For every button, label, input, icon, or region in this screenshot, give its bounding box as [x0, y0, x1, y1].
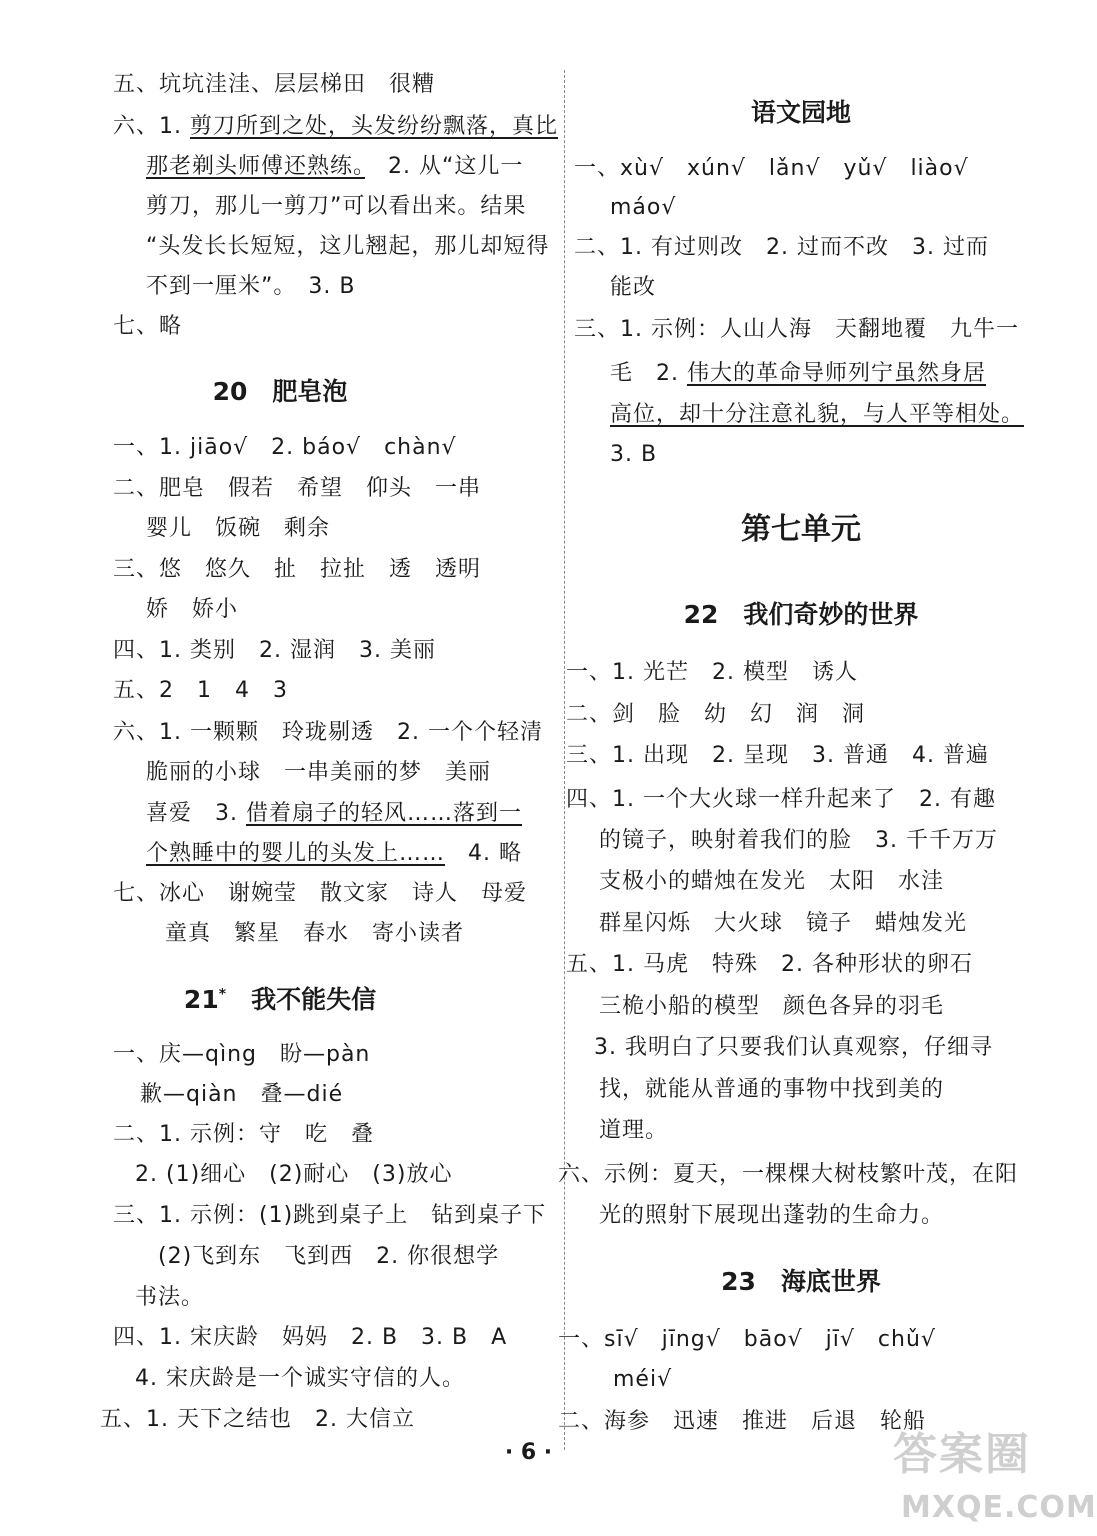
lesson-title-23: 23 海底世界 [721, 1267, 881, 1296]
underlined-text: 高位，却十分注意礼貌，与人平等相处。 [610, 402, 1025, 427]
answer-line: “头发长长短短，这儿翘起，那儿却短得 [146, 234, 550, 259]
answer-line [146, 799, 522, 829]
unit-title: 第七单元 [741, 512, 861, 547]
answer-line: 一、sī√ jīng√ bāo√ jī√ chǔ√ [558, 1327, 936, 1352]
answer-line: 的镜子，映射着我们的脸 3. 千千万万 [599, 828, 998, 853]
answer-line: 支极小的蜡烛在发光 太阳 水洼 [599, 869, 945, 894]
line-rest: 2. 从“这儿一 [365, 154, 524, 179]
answer-line: 六、1. 一颗颗 玲珑剔透 2. 一个个轻清 [113, 720, 543, 745]
answer-line: 道理。 [599, 1118, 669, 1143]
answer-line: 一、1. 光芒 2. 模型 诱人 [566, 660, 858, 685]
lesson-title-22: 22 我们奇妙的世界 [683, 600, 919, 629]
lesson-name: 我不能失信 [251, 985, 377, 1014]
watermark-logo [893, 1418, 1097, 1528]
answer-line [113, 112, 558, 142]
watermark-text: 答案圈 [893, 1429, 1031, 1480]
answer-line: 五、1. 马虎 特殊 2. 各种形状的卵石 [566, 952, 973, 977]
lesson-title-20: 20 肥皂泡 [212, 377, 348, 406]
answer-line: 四、1. 类别 2. 湿润 3. 美丽 [113, 638, 436, 663]
answer-line: 二、1. 有过则改 2. 过而不改 3. 过而 [574, 235, 989, 260]
answer-line: 五、坑坑洼洼、层层梯田 很糟 [113, 72, 436, 97]
answer-line: 一、庆—qìng 盼—pàn [113, 1042, 371, 1067]
answer-line: 婴儿 饭碗 剩余 [146, 516, 331, 541]
answer-line: 四、1. 宋庆龄 妈妈 2. B 3. B A [113, 1325, 508, 1350]
answer-line: 三、1. 示例：(1)跳到桌子上 钻到桌子下 [113, 1203, 547, 1228]
answer-line [146, 152, 523, 182]
answer-line: 五、1. 天下之结也 2. 大信立 [100, 1407, 415, 1432]
answer-line [610, 400, 1024, 430]
lesson-title-21 [0, 980, 560, 1016]
answer-line: 歉—qiàn 叠—dié [140, 1082, 344, 1107]
answer-line: 能改 [610, 275, 657, 300]
answer-line: 群星闪烁 大火球 镜子 蜡烛发光 [599, 911, 968, 936]
answer-line: 六、示例：夏天，一棵棵大树枝繁叶茂，在阳 [558, 1162, 1019, 1187]
answer-line: 二、1. 示例：守 吃 叠 [113, 1122, 374, 1147]
answer-line: (2)飞到东 飞到西 2. 你很想学 [158, 1244, 500, 1269]
line-prefix: 六、1. [113, 114, 190, 139]
answer-line: 娇 娇小 [146, 597, 239, 622]
answer-line: 三、1. 出现 2. 呈现 3. 普通 4. 普遍 [566, 743, 989, 768]
answer-line: 七、冰心 谢婉莹 散文家 诗人 母爱 [113, 881, 528, 906]
answer-line: 七、略 [113, 314, 183, 339]
answer-line: 三、悠 悠久 扯 拉扯 透 透明 [113, 557, 482, 582]
answer-line: 光的照射下展现出蓬勃的生命力。 [599, 1203, 945, 1228]
underlined-text: 伟大的革命导师列宁虽然身居 [686, 361, 986, 386]
answer-line: 4. 宋庆龄是一个诚实守信的人。 [135, 1366, 465, 1391]
answer-line: 一、1. jiāo√ 2. báo√ chàn√ [113, 435, 457, 460]
underlined-text: 那老剃头师傅还熟练。 [146, 154, 366, 179]
answer-line: 五、2 1 4 3 [113, 678, 288, 703]
answer-line: 3. 我明白了只要我们认真观察，仔细寻 [594, 1035, 993, 1060]
underlined-text: 借着扇子的轻风……落到一 [245, 801, 522, 826]
watermark-url: MXQE.COM [901, 1490, 1097, 1525]
answer-line: 童真 繁星 春水 寄小读者 [165, 921, 465, 946]
page-number: · 6 · [504, 1440, 553, 1465]
answer-line [146, 839, 522, 869]
answer-line: 3. B [610, 442, 658, 467]
answer-line: 不到一厘米”。 3. B [146, 274, 356, 299]
answer-line: 剪刀，那儿一剪刀”可以看出来。结果 [146, 194, 527, 219]
answer-line: 2. (1)细心 (2)耐心 (3)放心 [135, 1162, 453, 1187]
answer-line: 三桅小船的模型 颜色各异的羽毛 [599, 994, 945, 1019]
answer-line: 三、1. 示例：人山人海 天翻地覆 九牛一 [574, 317, 1019, 342]
section-title-yuwen-yuandi: 语文园地 [750, 98, 851, 127]
answer-line: 一、xù√ xún√ lǎn√ yǔ√ liào√ [574, 156, 969, 181]
answer-line: 二、海参 迅速 推进 后退 轮船 [558, 1409, 927, 1434]
answer-line: 书法。 [135, 1285, 205, 1310]
answer-line: 脆丽的小球 一串美丽的梦 美丽 [146, 760, 492, 785]
line-prefix: 喜爱 3. [146, 801, 246, 826]
answer-line: 二、肥皂 假若 希望 仰头 一串 [113, 476, 482, 501]
line-prefix: 毛 2. [610, 361, 687, 386]
column-divider [564, 70, 565, 1450]
answer-line: máo√ [610, 195, 677, 220]
answer-line: 四、1. 一个大火球一样升起来了 2. 有趣 [566, 787, 996, 812]
answer-line [610, 359, 986, 389]
answer-line: 二、剑 脸 幼 幻 润 洞 [566, 702, 866, 727]
underlined-text: 个熟睡中的婴儿的头发上…… [146, 841, 446, 866]
underlined-text: 剪刀所到之处，头发纷纷飘落，真比 [189, 114, 558, 139]
lesson-number: 21 [183, 985, 219, 1014]
answer-line: 找，就能从普通的事物中找到美的 [599, 1077, 945, 1102]
line-rest: 4. 略 [445, 841, 522, 866]
answer-line: méi√ [613, 1367, 673, 1392]
star-mark: * [218, 986, 227, 1003]
